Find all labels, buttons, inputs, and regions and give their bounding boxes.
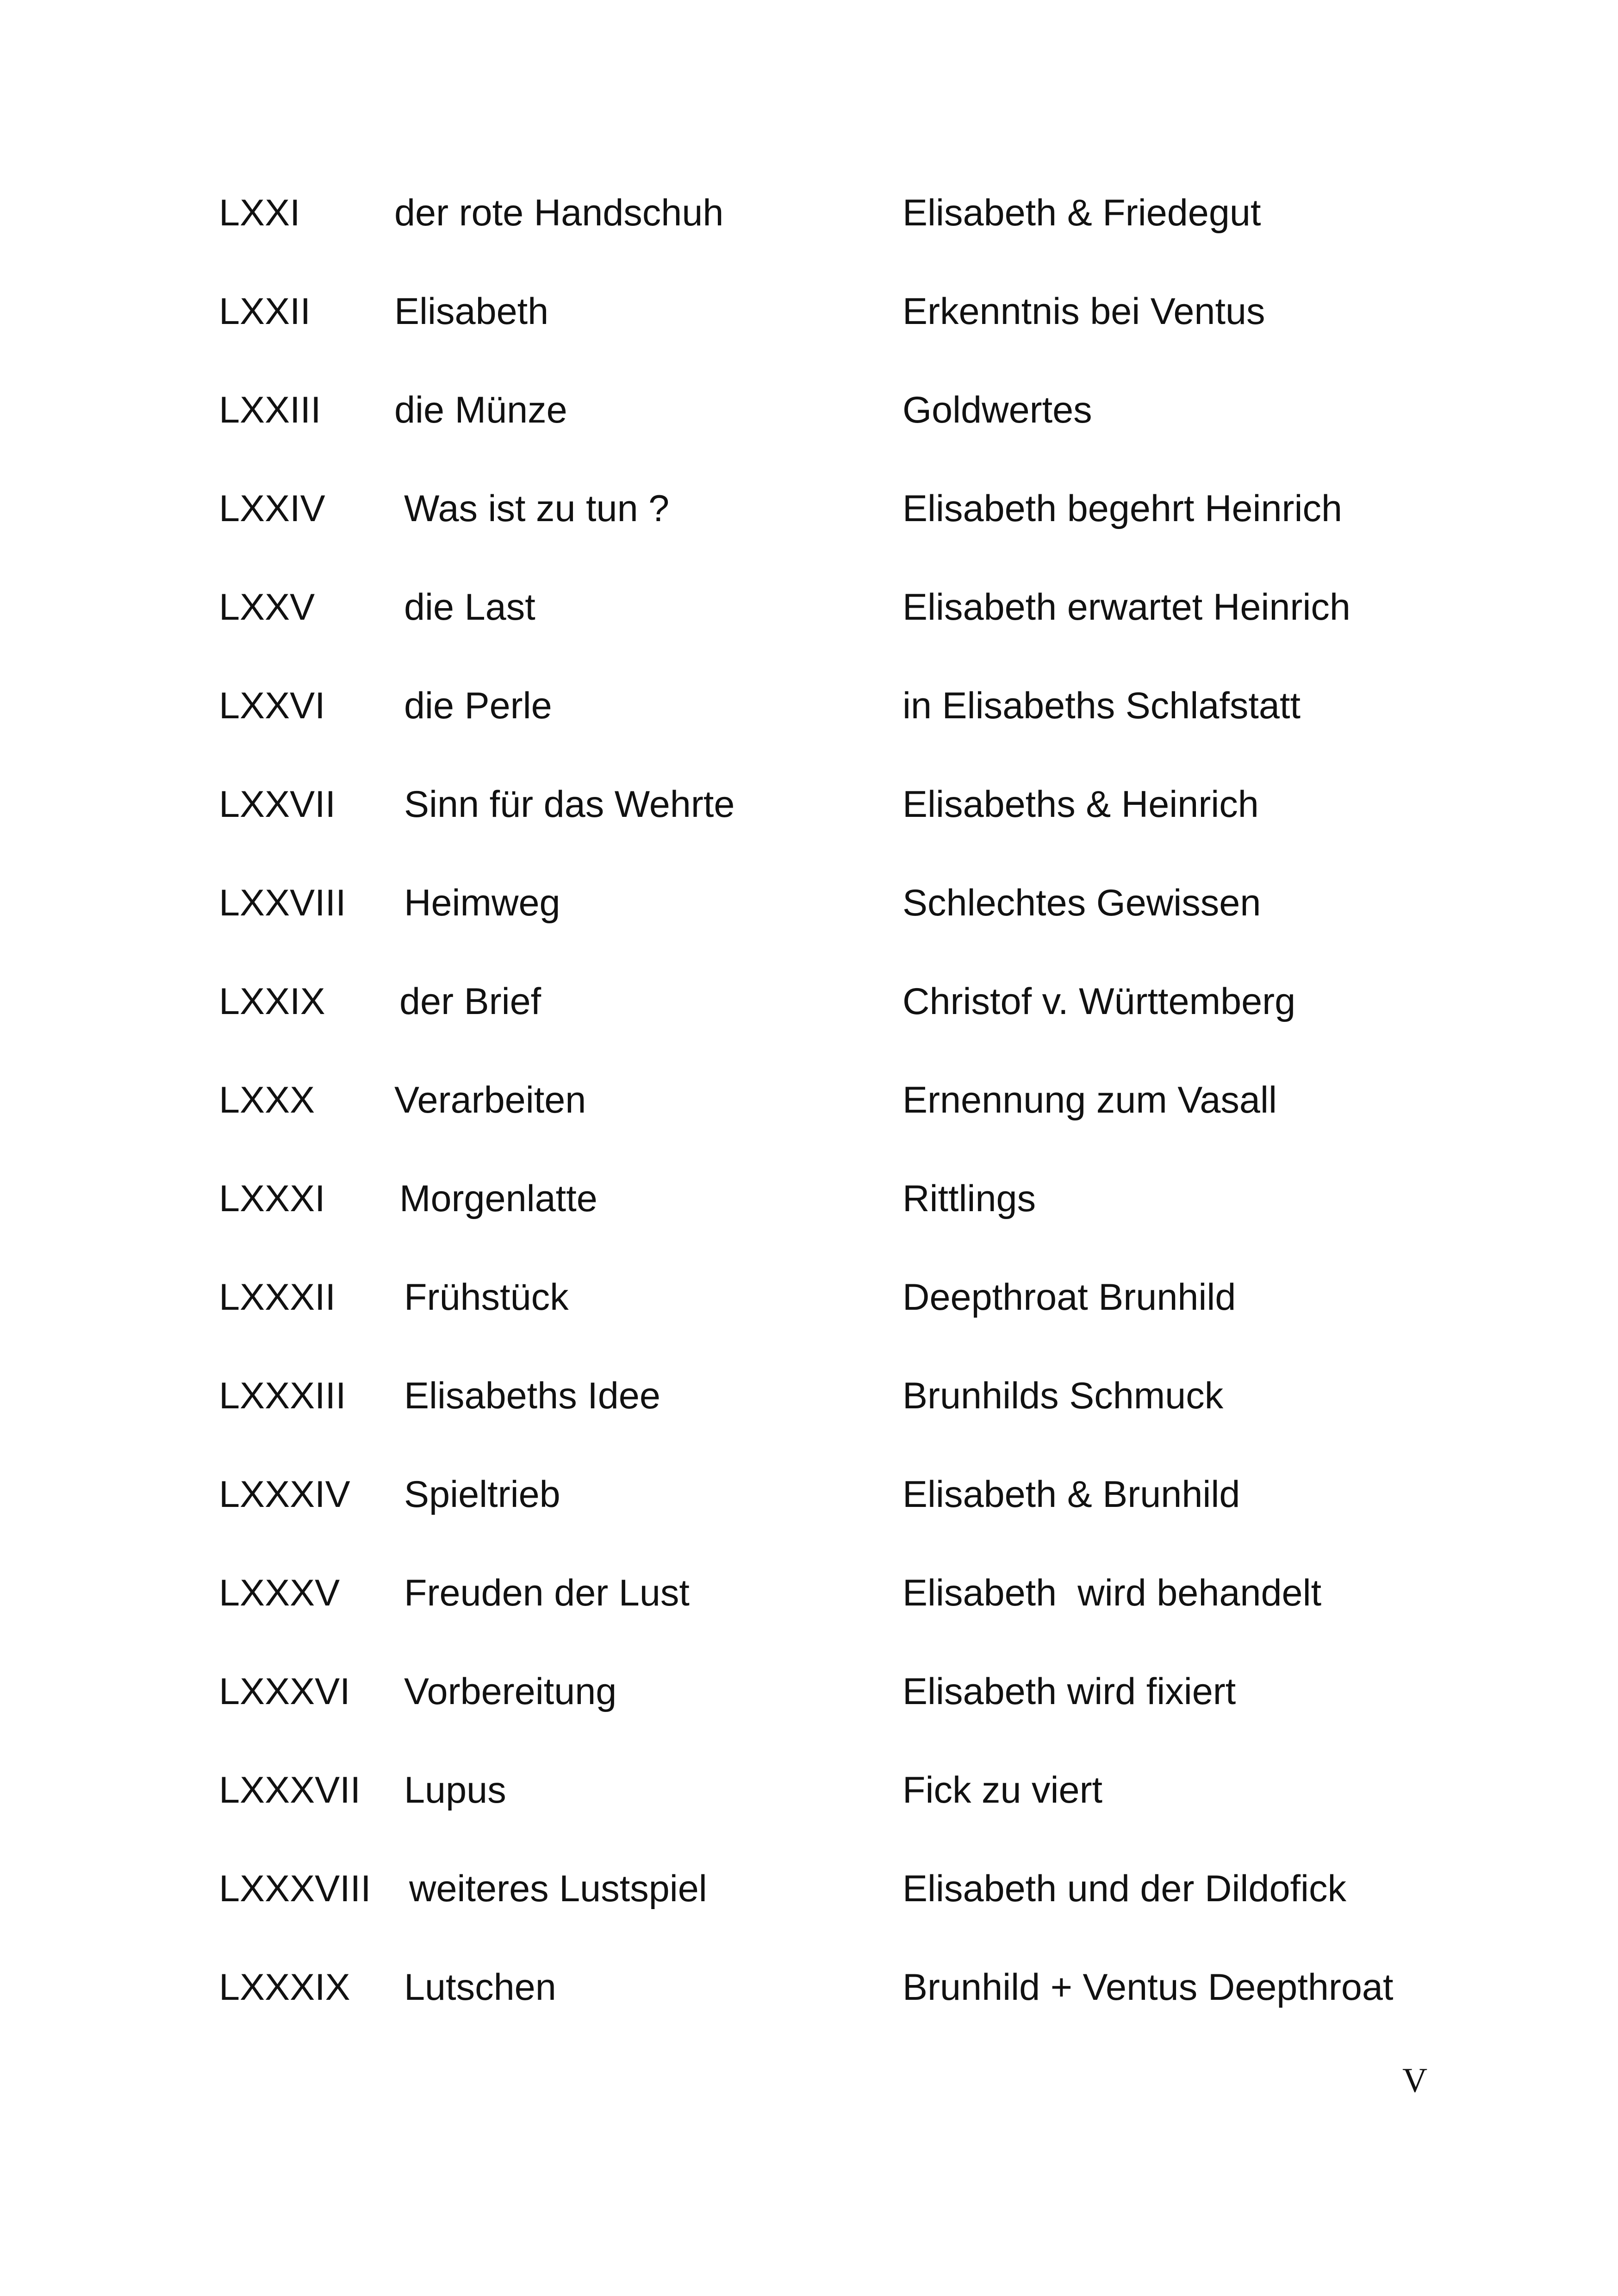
chapter-number: LXXIX bbox=[219, 981, 325, 1022]
chapter-description: Elisabeths & Heinrich bbox=[902, 784, 1259, 825]
chapter-description: Ernennung zum Vasall bbox=[902, 1079, 1277, 1121]
chapter-title: Vorbereitung bbox=[404, 1671, 617, 1712]
chapter-number: LXXIV bbox=[219, 488, 325, 529]
chapter-description: Elisabeth wird fixiert bbox=[902, 1671, 1236, 1712]
chapter-title: Frühstück bbox=[404, 1276, 569, 1318]
chapter-description: in Elisabeths Schlafstatt bbox=[902, 685, 1301, 727]
chapter-number: LXXXIV bbox=[219, 1474, 350, 1515]
chapter-description: Erkenntnis bei Ventus bbox=[902, 291, 1265, 332]
chapter-number: LXXVIII bbox=[219, 882, 346, 924]
toc-entry bbox=[0, 1065, 1618, 1135]
toc-entry bbox=[0, 1460, 1618, 1529]
chapter-number: LXXXII bbox=[219, 1276, 336, 1318]
chapter-description: Goldwertes bbox=[902, 389, 1092, 431]
chapter-description: Elisabeth und der Dildofick bbox=[902, 1868, 1347, 1910]
chapter-number: LXXX bbox=[219, 1079, 315, 1121]
toc-entry bbox=[0, 1263, 1618, 1332]
chapter-title: der rote Handschuh bbox=[394, 192, 724, 234]
chapter-description: Elisabeth begehrt Heinrich bbox=[902, 488, 1343, 529]
page-number: V bbox=[1402, 2061, 1428, 2100]
chapter-title: Sinn für das Wehrte bbox=[404, 784, 735, 825]
chapter-title: Elisabeth bbox=[394, 291, 549, 332]
chapter-description: Rittlings bbox=[902, 1178, 1036, 1220]
toc-entry bbox=[0, 868, 1618, 938]
toc-entry bbox=[0, 1755, 1618, 1825]
chapter-title: Morgenlatte bbox=[399, 1178, 597, 1220]
toc-entry bbox=[0, 967, 1618, 1036]
chapter-description: Fick zu viert bbox=[902, 1769, 1103, 1811]
toc-entry bbox=[0, 1854, 1618, 1923]
chapter-title: die Last bbox=[404, 586, 535, 628]
toc-entry bbox=[0, 1164, 1618, 1233]
chapter-title: Lupus bbox=[404, 1769, 506, 1811]
chapter-number: LXXV bbox=[219, 586, 315, 628]
chapter-description: Brunhilds Schmuck bbox=[902, 1375, 1224, 1417]
chapter-title: Heimweg bbox=[404, 882, 560, 924]
toc-entry bbox=[0, 178, 1618, 248]
chapter-title: Was ist zu tun ? bbox=[404, 488, 670, 529]
chapter-description: Elisabeth & Brunhild bbox=[902, 1474, 1240, 1515]
chapter-number: LXXXVI bbox=[219, 1671, 350, 1712]
toc-entry bbox=[0, 572, 1618, 642]
chapter-number: LXXXIX bbox=[219, 1966, 350, 2008]
chapter-description: Brunhild + Ventus Deepthroat bbox=[902, 1966, 1394, 2008]
chapter-number: LXXXVIII bbox=[219, 1868, 371, 1910]
chapter-number: LXXXI bbox=[219, 1178, 325, 1220]
toc-entry bbox=[0, 474, 1618, 543]
chapter-number: LXXII bbox=[219, 291, 311, 332]
toc-entry bbox=[0, 1657, 1618, 1726]
chapter-description: Deepthroat Brunhild bbox=[902, 1276, 1236, 1318]
chapter-description: Elisabeth & Friedegut bbox=[902, 192, 1261, 234]
chapter-title: die Münze bbox=[394, 389, 567, 431]
chapter-description: Schlechtes Gewissen bbox=[902, 882, 1261, 924]
chapter-number: LXXXVII bbox=[219, 1769, 361, 1811]
toc-entry bbox=[0, 770, 1618, 839]
chapter-description: Elisabeth wird behandelt bbox=[902, 1572, 1322, 1614]
chapter-title: Spieltrieb bbox=[404, 1474, 560, 1515]
chapter-title: Freuden der Lust bbox=[404, 1572, 690, 1614]
chapter-title: weiteres Lustspiel bbox=[409, 1868, 707, 1910]
chapter-number: LXXXIII bbox=[219, 1375, 346, 1417]
chapter-title: die Perle bbox=[404, 685, 552, 727]
chapter-title: Elisabeths Idee bbox=[404, 1375, 660, 1417]
chapter-description: Elisabeth erwartet Heinrich bbox=[902, 586, 1350, 628]
chapter-title: Lutschen bbox=[404, 1966, 556, 2008]
chapter-number: LXXI bbox=[219, 192, 300, 234]
toc-entry bbox=[0, 1953, 1618, 2022]
chapter-number: LXXXV bbox=[219, 1572, 340, 1614]
toc-entry bbox=[0, 1558, 1618, 1628]
chapter-title: Verarbeiten bbox=[394, 1079, 586, 1121]
toc-entry bbox=[0, 277, 1618, 346]
chapter-description: Christof v. Württemberg bbox=[902, 981, 1296, 1022]
toc-entry bbox=[0, 1361, 1618, 1431]
chapter-title: der Brief bbox=[399, 981, 541, 1022]
chapter-number: LXXIII bbox=[219, 389, 321, 431]
toc-entry bbox=[0, 671, 1618, 740]
chapter-number: LXXVI bbox=[219, 685, 325, 727]
chapter-number: LXXVII bbox=[219, 784, 336, 825]
toc-entry bbox=[0, 375, 1618, 445]
